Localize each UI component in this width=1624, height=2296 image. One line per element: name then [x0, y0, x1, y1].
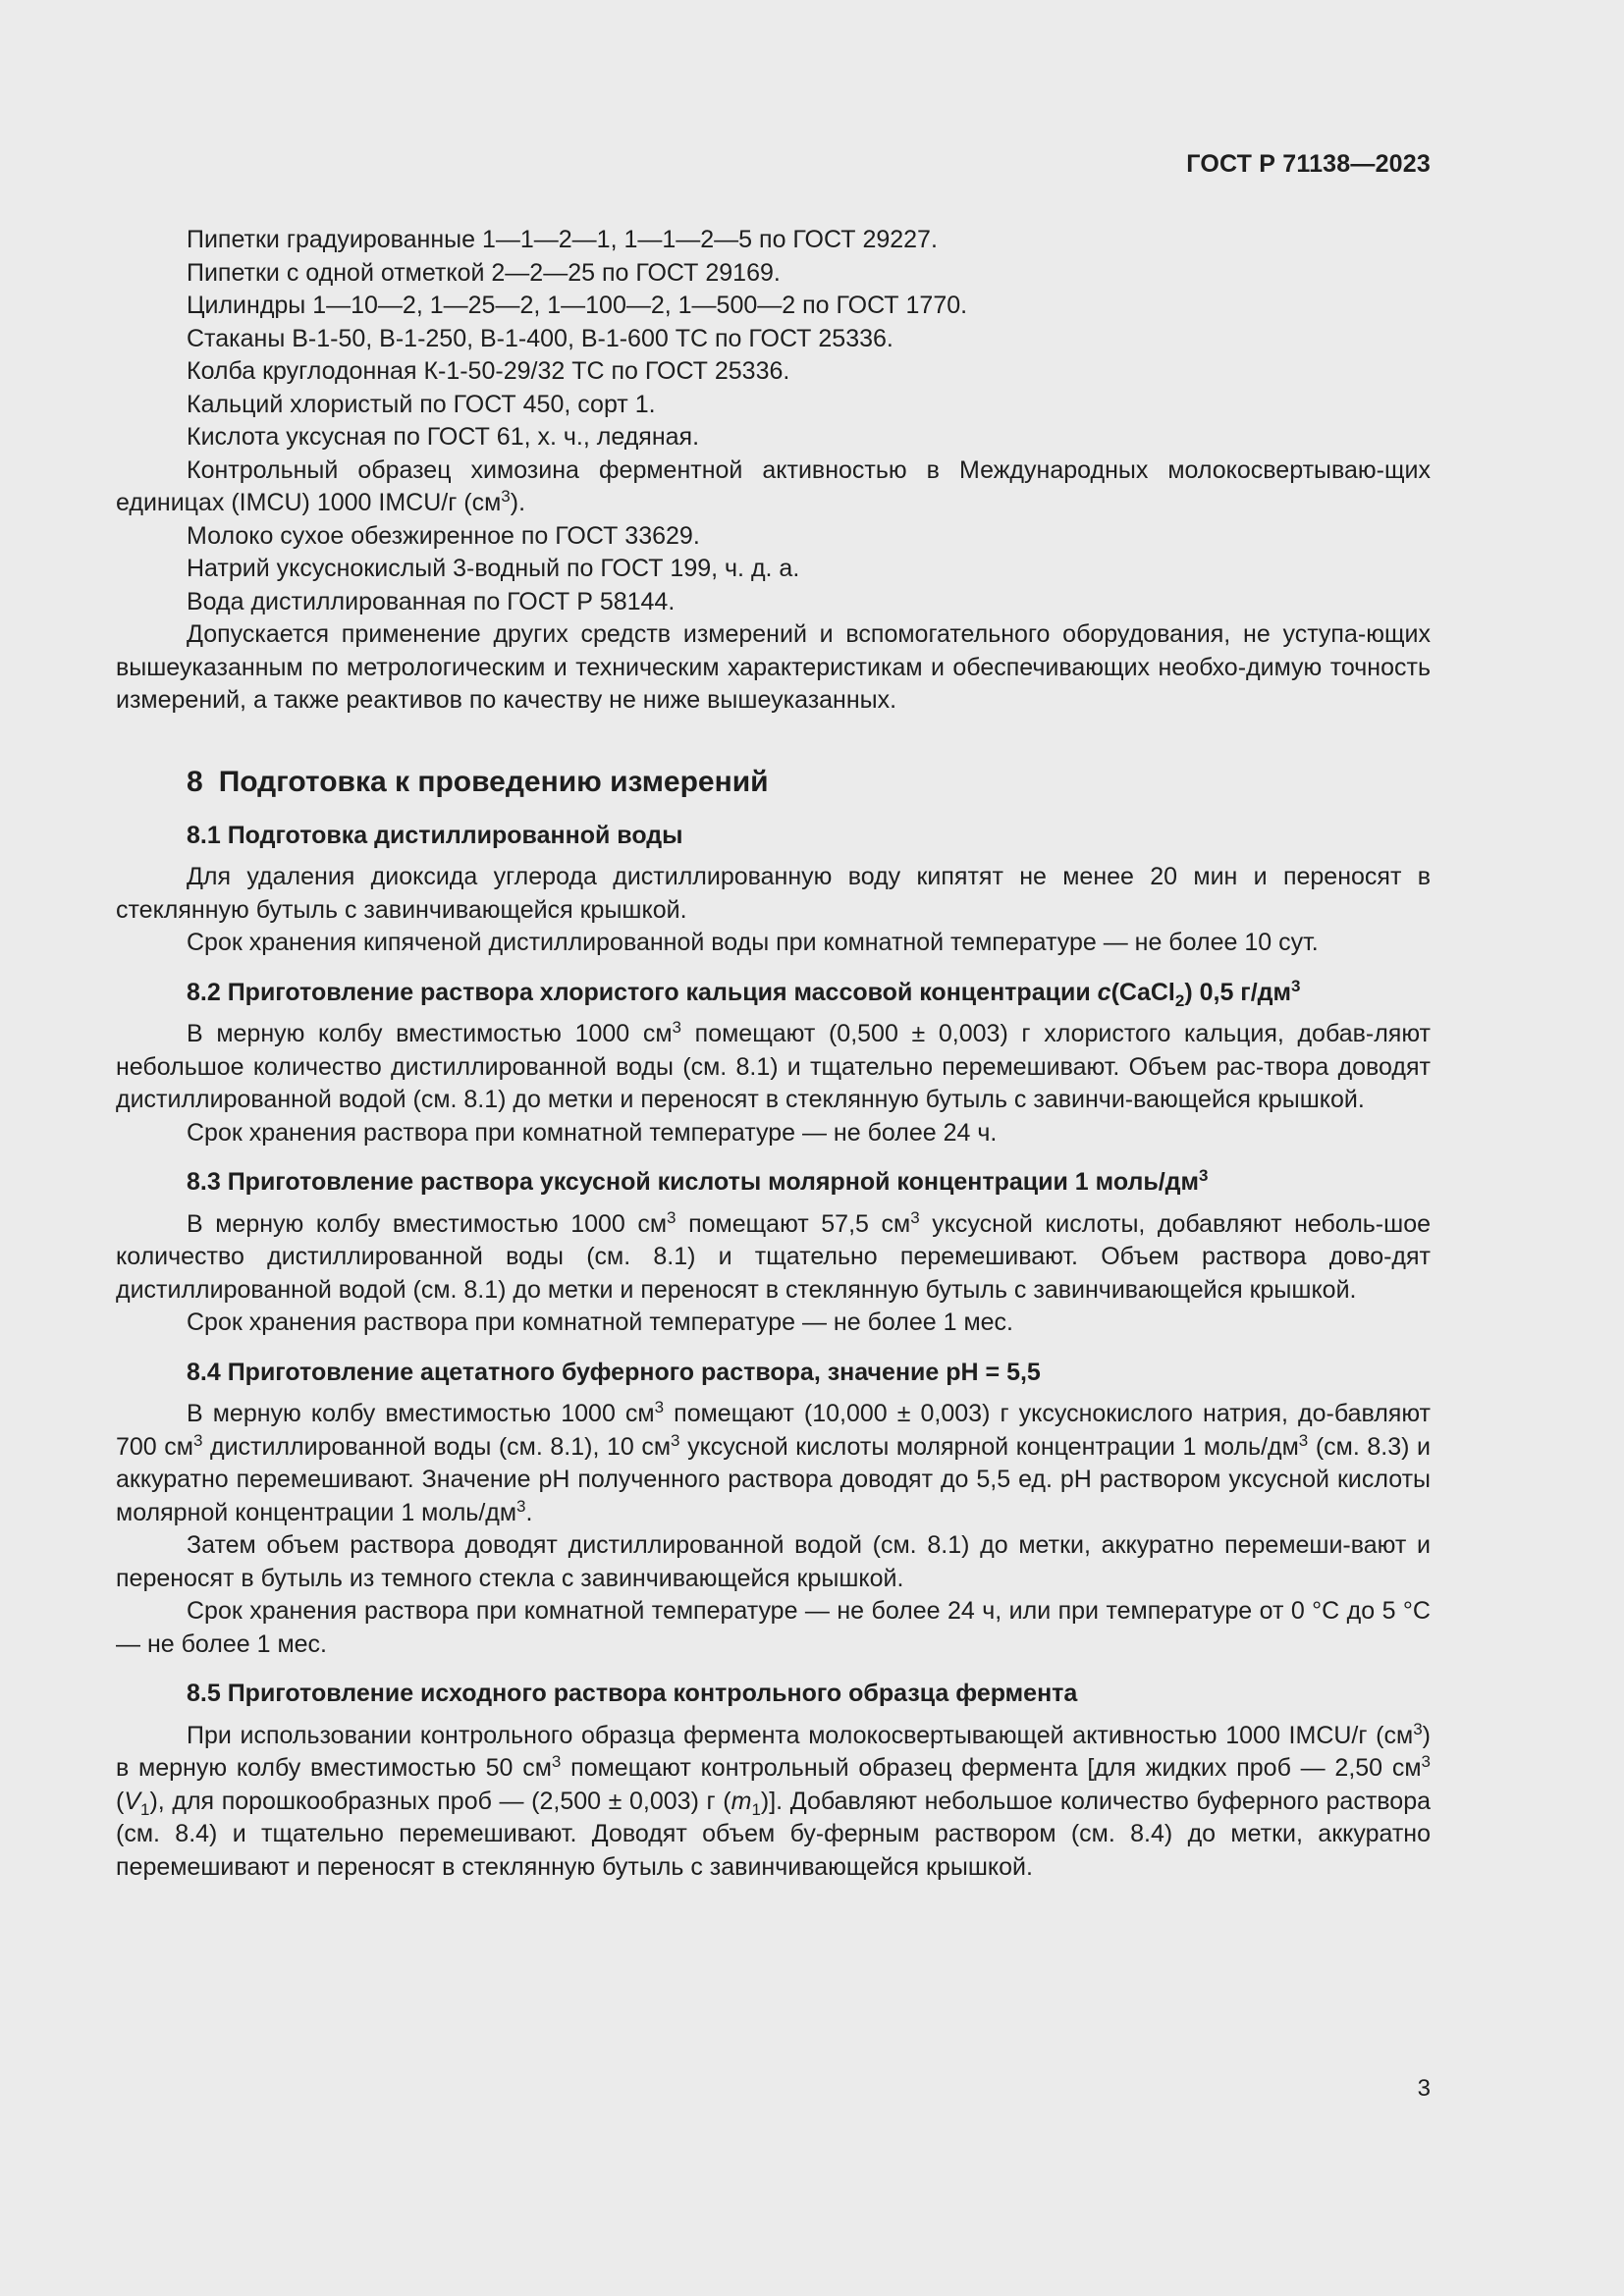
paragraph: В мерную колбу вместимостью 1000 $см^3$ помещают (10,000 ± 0,003) г уксуснокислого натрия, до-бавляют 700 $см^3$ дистиллированной воды (см. 8.1), 10 $см^3$ уксусной кислоты молярной концентрации 1 моль/$дм^3$ (см. 8.3) и аккуратно перемешивают. Значение рН полученного раствора доводят до 5,5 ед. рН раствором уксусной кислоты молярной концентрации 1 моль/$дм^3$.: [116, 1398, 1432, 1526]
equipment-line: Колба круглодонная К-1-50-29/32 ТС по ГОСТ 25336.: [187, 357, 790, 385]
paragraph: В мерную колбу вместимостью 1000 $см^3$ помещают 57,5 $см^3$ уксусной кислоты, добавляют неболь-шое количество дистиллированной воды (см. 8.1) и тщательно перемешивают. Объем раствора дово-дят дистиллированной водой (см. 8.1) до метки и переносят в стеклянную бутыль с завинчивающейся крышкой.: [116, 1207, 1431, 1304]
allowance-paragraph: Допускается применение других средств измерений и вспомогательного оборудования, не уступа-ющих вышеуказанным по метрологическим и техническим характеристикам и обеспечивающих необхо-димую точность измерений, а также реактивов по качеству не ниже вышеуказанных.: [116, 620, 1431, 714]
equipment-line: Кислота уксусная по ГОСТ 61, х. ч., ледяная.: [187, 423, 700, 451]
subsection-heading-8-3: 8.3 Приготовление раствора уксусной кислоты молярной концентрации 1 моль/$дм^3$: [187, 1166, 1209, 1196]
document-code: ГОСТ Р 71138—2023: [1186, 150, 1431, 178]
reagent-line: Молоко сухое обезжиренное по ГОСТ 33629.: [187, 521, 700, 550]
section-heading: 8 Подготовка к проведению измерений: [187, 765, 769, 798]
paragraph: В мерную колбу вместимостью 1000 $см^3$ помещают (0,500 ± 0,003) г хлористого кальция, добав-ляют небольшое количество дистиллированной воды (см. 8.1) и тщательно перемешивают. Объем рас-твора доводят дистиллированной водой (см. 8.1) до метки и переносят в стеклянную бутыль с завинчи-вающейся крышкой.: [116, 1018, 1431, 1113]
paragraph: При использовании контрольного образца фермента молокосвертывающей активностью 1000 IMCU/г $(см^3)$ в мерную колбу вместимостью 50 $см^3$ помещают контрольный образец фермента [для жидких проб — 2,50 $см^3$ $(V_1)$, для порошкообразных проб — (2,500 ± 0,003) г $(m_1)$]. Добавляют небольшое количество буферного раствора (см. 8.4) и тщательно перемешивают. Доводят объем бу-ферным раствором (см. 8.4) до метки, аккуратно перемешивают и переносят в стеклянную бутыль с завинчивающейся крышкой.: [116, 1719, 1432, 1881]
equipment-line: Пипетки с одной отметкой 2—2—25 по ГОСТ 29169.: [187, 258, 781, 287]
subsection-heading-8-4: 8.4 Приготовление ацетатного буферного раствора, значение рН = 5,5: [187, 1358, 1041, 1386]
equipment-line: Цилиндры 1—10—2, 1—25—2, 1—100—2, 1—500—2 по ГОСТ 1770.: [187, 292, 968, 319]
equipment-line: Стаканы В-1-50, В-1-250, В-1-400, В-1-600 ТС по ГОСТ 25336.: [187, 324, 893, 352]
equipment-line: Пипетки градуированные 1—1—2—1, 1—1—2—5 по ГОСТ 29227.: [187, 226, 938, 253]
subsection-heading-8-5: 8.5 Приготовление исходного раствора контрольного образца фермента: [187, 1680, 1078, 1707]
paragraph: Для удаления диоксида углерода дистиллированную воду кипятят не менее 20 мин и переносят в стеклянную бутыль с завинчивающейся крышкой.: [116, 863, 1431, 924]
subsection-heading-8-1: 8.1 Подготовка дистиллированной воды: [187, 821, 683, 849]
document-body: [116, 224, 1431, 1884]
paragraph: Срок хранения раствора при комнатной температуре — не более 24 ч, или при температуре от 0 °С до 5 °С — не более 1 мес.: [116, 1597, 1431, 1658]
paragraph: Срок хранения раствора при комнатной температуре — не более 24 ч.: [187, 1118, 998, 1147]
page-number: 3: [1417, 2075, 1431, 2102]
paragraph: Срок хранения раствора при комнатной температуре — не более 1 мес.: [187, 1308, 1013, 1336]
equipment-line: Кальций хлористый по ГОСТ 450, сорт 1.: [187, 390, 656, 418]
paragraph: Срок хранения кипяченой дистиллированной воды при комнатной температуре — не более 10 сут.: [187, 929, 1319, 956]
reagent-line: Вода дистиллированная по ГОСТ Р 58144.: [187, 587, 676, 615]
subsection-heading-8-2: 8.2 Приготовление раствора хлористого кальция массовой концентрации c(CaCl$_2$) 0,5 $г/дм^3$: [187, 976, 1301, 1010]
control-sample-line: Контрольный образец химозина ферментной активностью в Международных молокосвертываю-щих единицах (IMCU) 1000 IMCU/г $(см^3)$.: [116, 455, 1431, 516]
paragraph: Затем объем раствора доводят дистиллированной водой (см. 8.1) до метки, аккуратно перемеши-вают и переносят в бутыль из темного стекла с завинчивающейся крышкой.: [116, 1531, 1431, 1592]
reagent-line: Натрий уксуснокислый 3-водный по ГОСТ 199, ч. д. а.: [187, 555, 800, 582]
